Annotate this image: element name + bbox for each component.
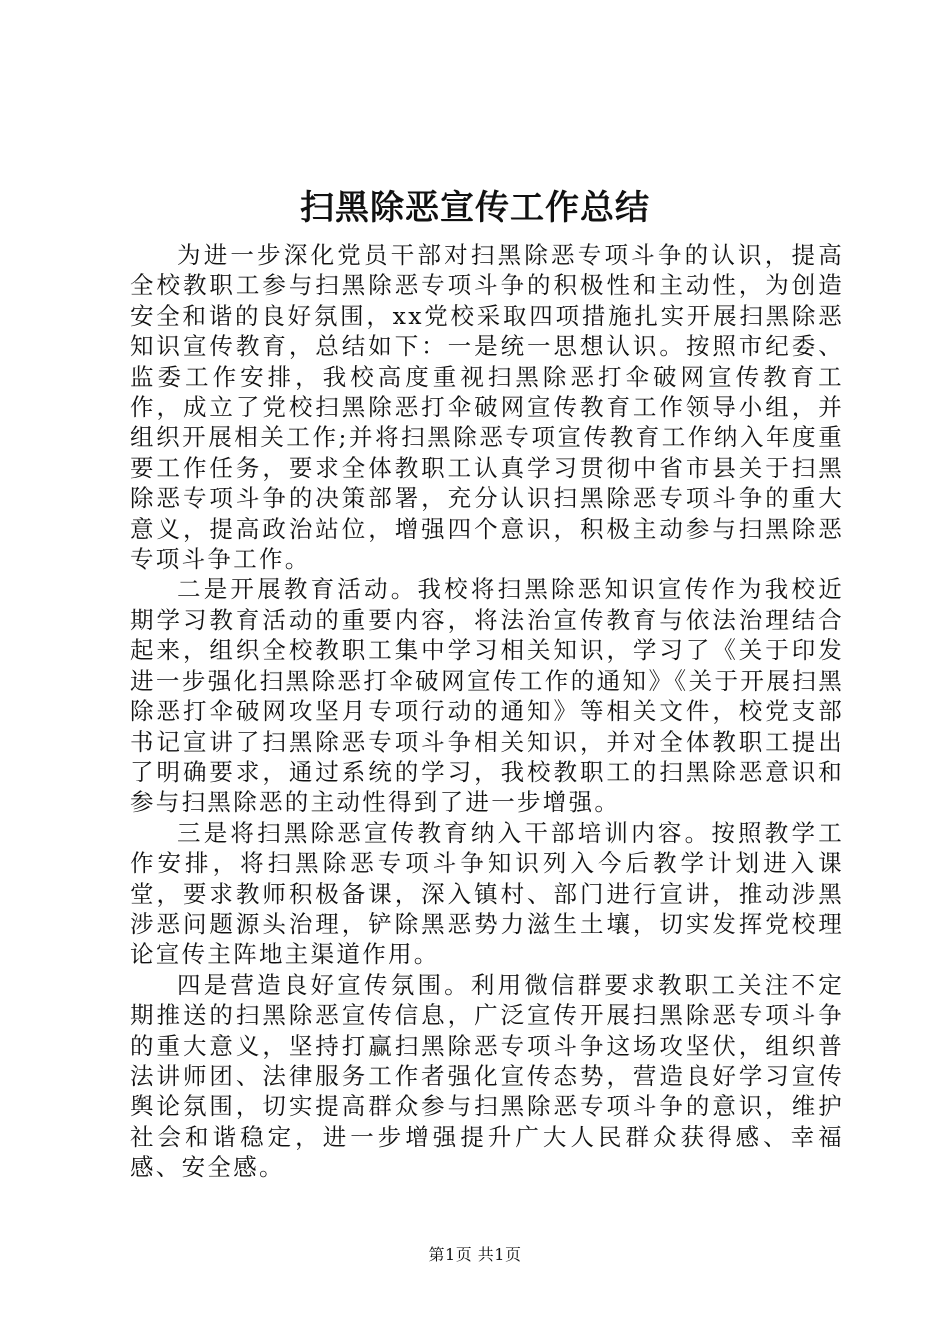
paragraph-4: 四是营造良好宣传氛围。利用微信群要求教职工关注不定期推送的扫黑除恶宣传信息，广泛宣传开展扫黑除恶专项斗争的重大意义，坚持打赢扫黑除恶专项斗争这场攻坚伏，组织普法讲师团、法律服务工作者强化宣传态势，营造良好学习宣传舆论氛围，切实提高群众参与扫黑除恶专项斗争的意识，维护社会和谐稳定，进一步增强提升广大人民群众获得感、幸福感、安全感。	[130, 970, 844, 1182]
paragraph-1: 为进一步深化党员干部对扫黑除恶专项斗争的认识，提高全校教职工参与扫黑除恶专项斗争的积极性和主动性，为创造安全和谐的良好氛围，xx党校采取四项措施扎实开展扫黑除恶知识宣传教育，总结如下：一是统一思想认识。按照市纪委、监委工作安排，我校高度重视扫黑除恶打伞破网宣传教育工作，成立了党校扫黑除恶打伞破网宣传教育工作领导小组，并组织开展相关工作;并将扫黑除恶专项宣传教育工作纳入年度重要工作任务，要求全体教职工认真学习贯彻中省市县关于扫黑除恶专项斗争的决策部署，充分认识扫黑除恶专项斗争的重大意义，提高政治站位，增强四个意识，积极主动参与扫黑除恶专项斗争工作。	[130, 241, 844, 574]
page-footer: 第1页 共1页	[428, 1245, 522, 1264]
document-title: 扫黑除恶宣传工作总结	[300, 188, 650, 228]
document-body	[130, 240, 844, 1183]
paragraph-2: 二是开展教育活动。我校将扫黑除恶知识宣传作为我校近期学习教育活动的重要内容，将法治宣传教育与依法治理结合起来，组织全校教职工集中学习相关知识，学习了《关于印发进一步强化扫黑除恶打伞破网宣传工作的通知》《关于开展扫黑除恶打伞破网攻坚月专项行动的通知》等相关文件，校党支部书记宣讲了扫黑除恶专项斗争相关知识，并对全体教职工提出了明确要求，通过系统的学习，我校教职工的扫黑除恶意识和参与扫黑除恶的主动性得到了进一步增强。	[130, 575, 844, 817]
paragraph-3: 三是将扫黑除恶宣传教育纳入干部培训内容。按照教学工作安排，将扫黑除恶专项斗争知识列入今后教学计划进入课堂，要求教师积极备课，深入镇村、部门进行宣讲，推动涉黑涉恶问题源头治理，铲除黑恶势力滋生土壤，切实发挥党校理论宣传主阵地主渠道作用。	[130, 818, 844, 969]
